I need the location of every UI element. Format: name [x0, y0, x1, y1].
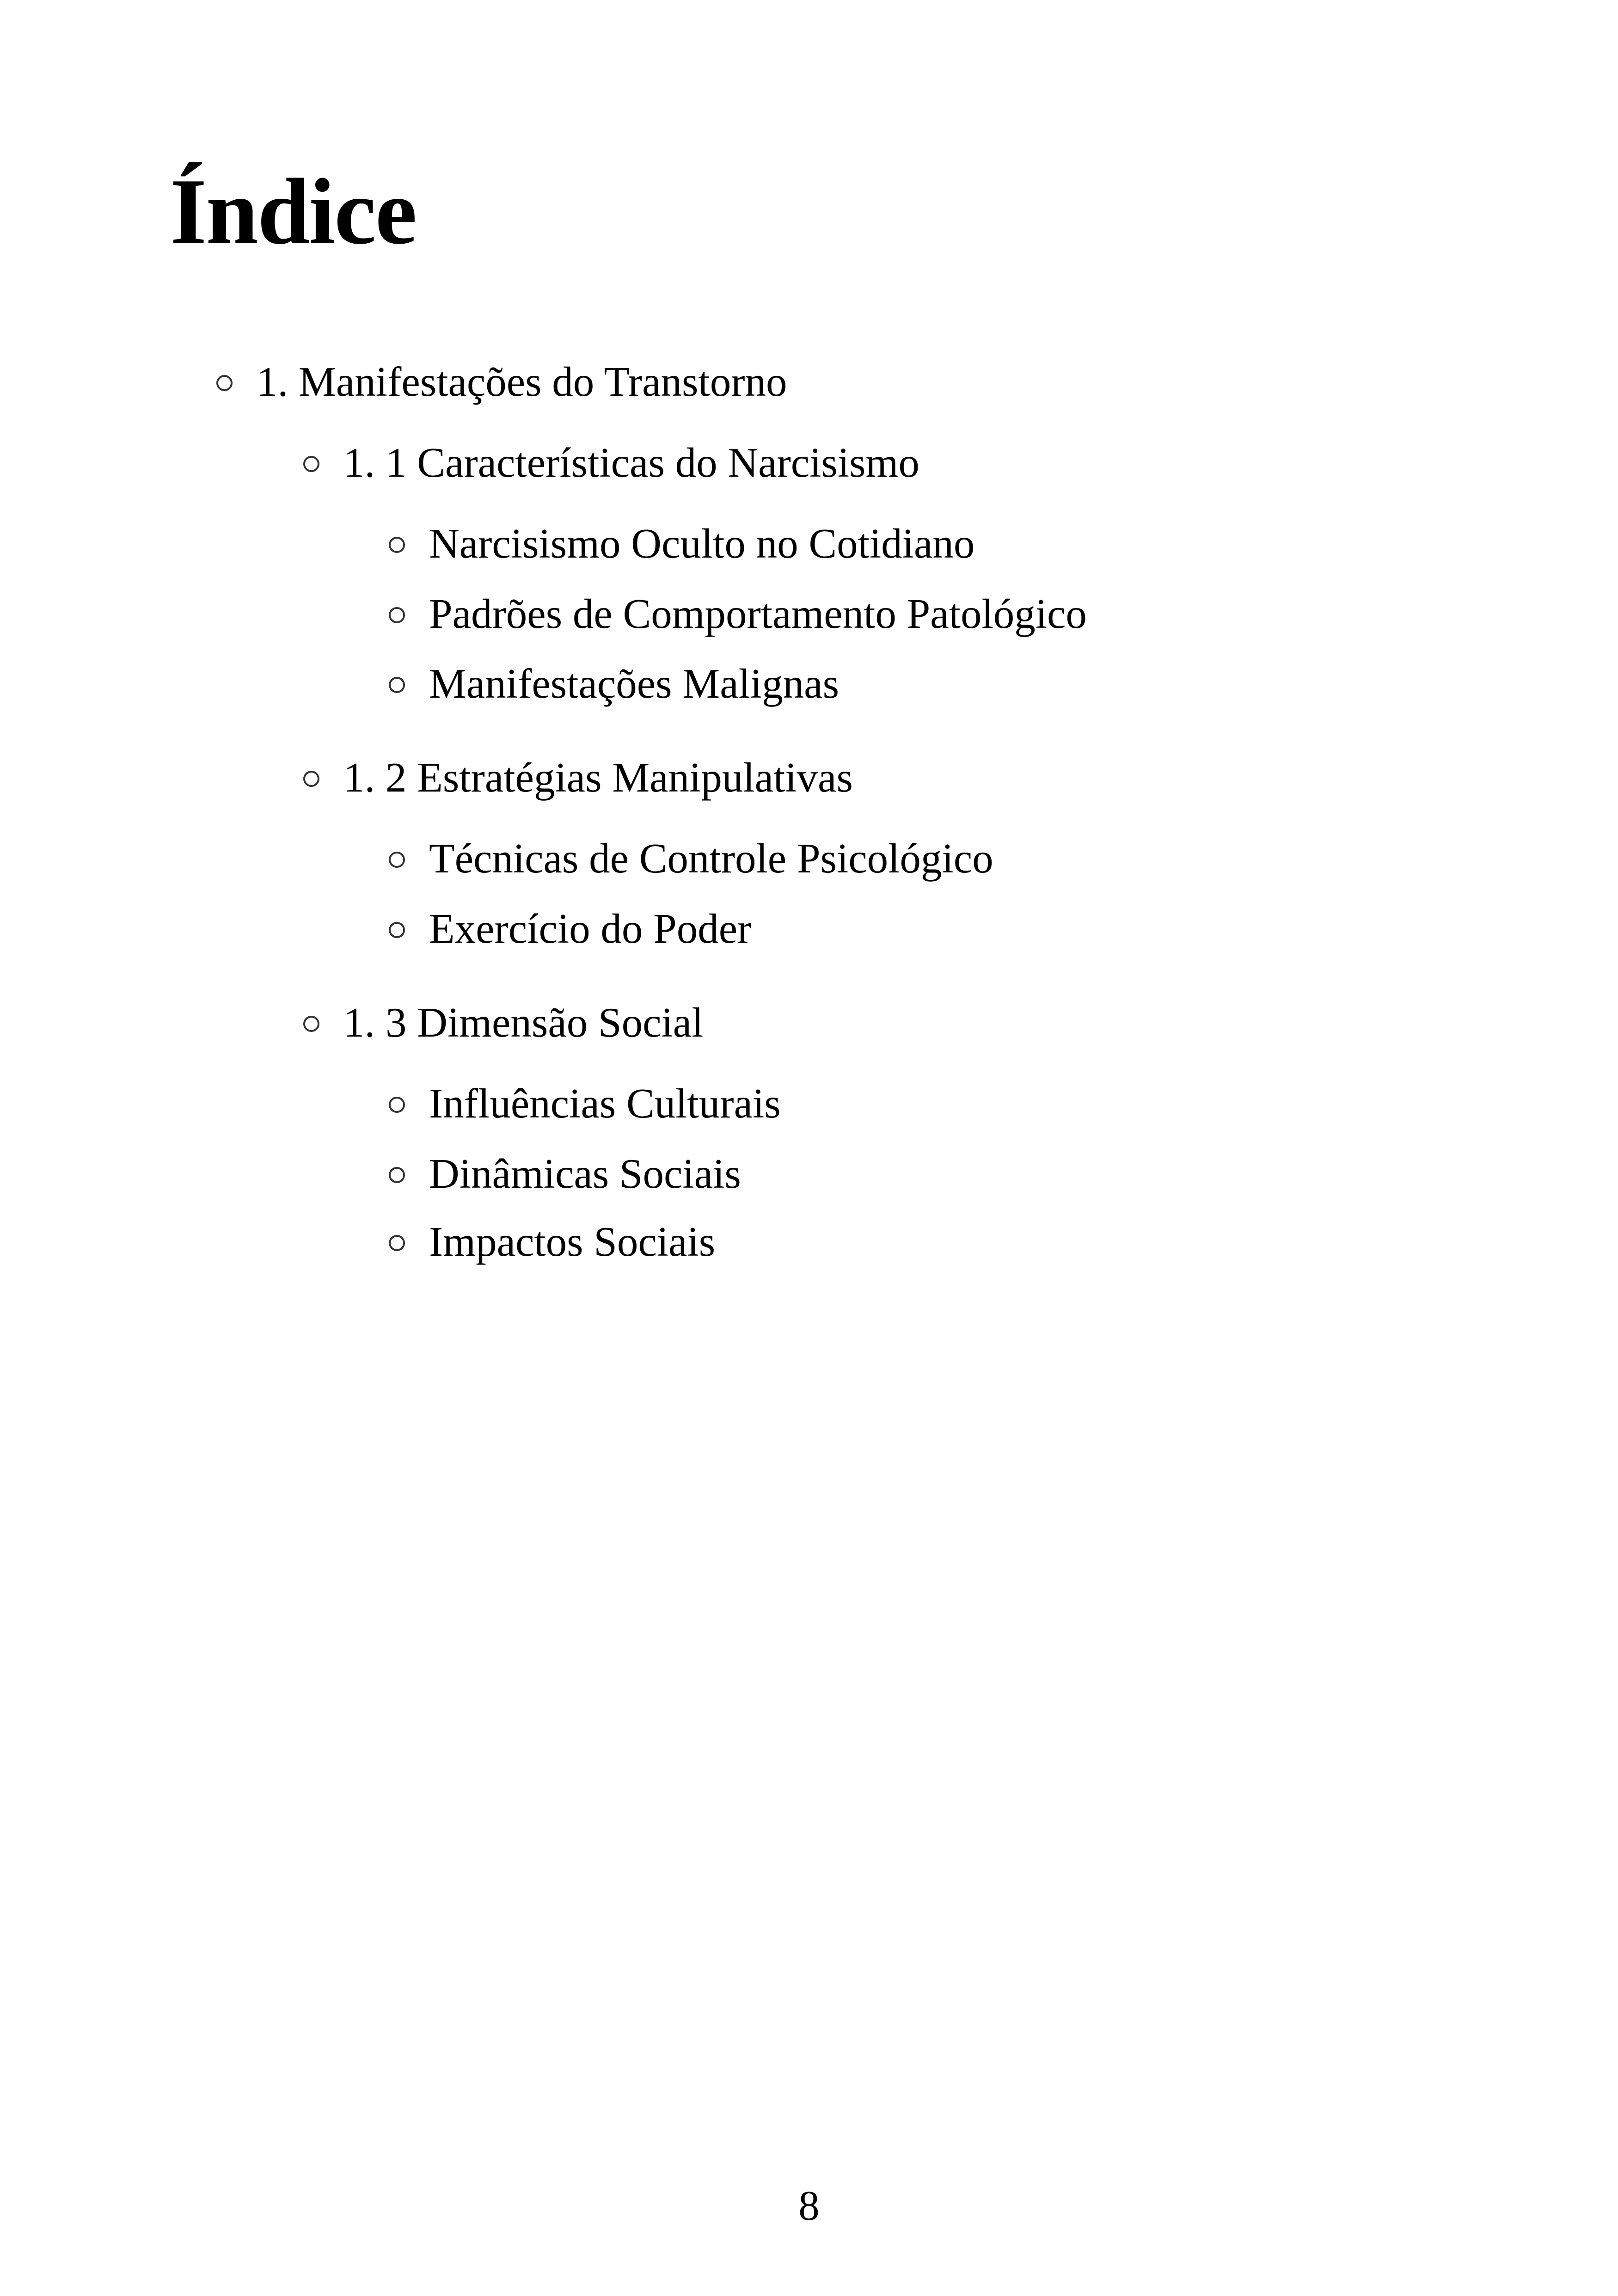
circle-bullet-icon	[389, 1235, 405, 1251]
circle-bullet-icon	[389, 677, 405, 693]
toc-item-label: Narcisismo Oculto no Cotidiano	[429, 520, 975, 567]
toc-item[interactable]	[216, 358, 787, 405]
toc-item-label: Impactos Sociais	[429, 1218, 716, 1265]
circle-bullet-icon	[389, 537, 405, 553]
toc-item-label: Padrões de Comportamento Patológico	[429, 590, 1087, 637]
circle-bullet-icon	[303, 771, 319, 787]
toc-item[interactable]	[389, 1218, 716, 1265]
circle-bullet-icon	[216, 375, 233, 391]
toc-item-label: Dinâmicas Sociais	[429, 1150, 741, 1197]
toc-item[interactable]	[389, 905, 752, 952]
toc-item[interactable]	[389, 660, 839, 707]
toc-item[interactable]	[303, 439, 919, 486]
page-title: Índice	[170, 160, 417, 264]
toc-item-label: 1. 1 Características do Narcisismo	[343, 439, 919, 486]
toc-item[interactable]	[389, 590, 1087, 637]
circle-bullet-icon	[389, 1167, 405, 1183]
circle-bullet-icon	[389, 607, 405, 623]
toc-item[interactable]	[389, 1080, 781, 1127]
toc-item[interactable]	[303, 1001, 703, 1044]
toc-item-label: 1. 2 Estratégias Manipulativas	[343, 754, 853, 801]
circle-bullet-icon	[389, 922, 405, 938]
toc-item-label: Exercício do Poder	[429, 905, 752, 952]
page-number: 8	[798, 2182, 820, 2229]
toc-item[interactable]	[389, 835, 993, 882]
circle-bullet-icon	[389, 852, 405, 868]
toc-item[interactable]	[389, 522, 974, 565]
toc-item-label: Técnicas de Controle Psicológico	[429, 835, 993, 882]
circle-bullet-icon	[303, 456, 319, 472]
circle-bullet-icon	[303, 1016, 319, 1032]
toc-item-label: 1. Manifestações do Transtorno	[257, 358, 787, 405]
toc-item-label: 1. 3 Dimensão Social	[343, 999, 704, 1046]
toc-item-label: Manifestações Malignas	[429, 660, 839, 707]
toc-item-label: Influências Culturais	[429, 1080, 781, 1127]
toc-item[interactable]	[303, 754, 853, 801]
circle-bullet-icon	[389, 1097, 405, 1113]
toc-item[interactable]	[389, 1150, 741, 1197]
